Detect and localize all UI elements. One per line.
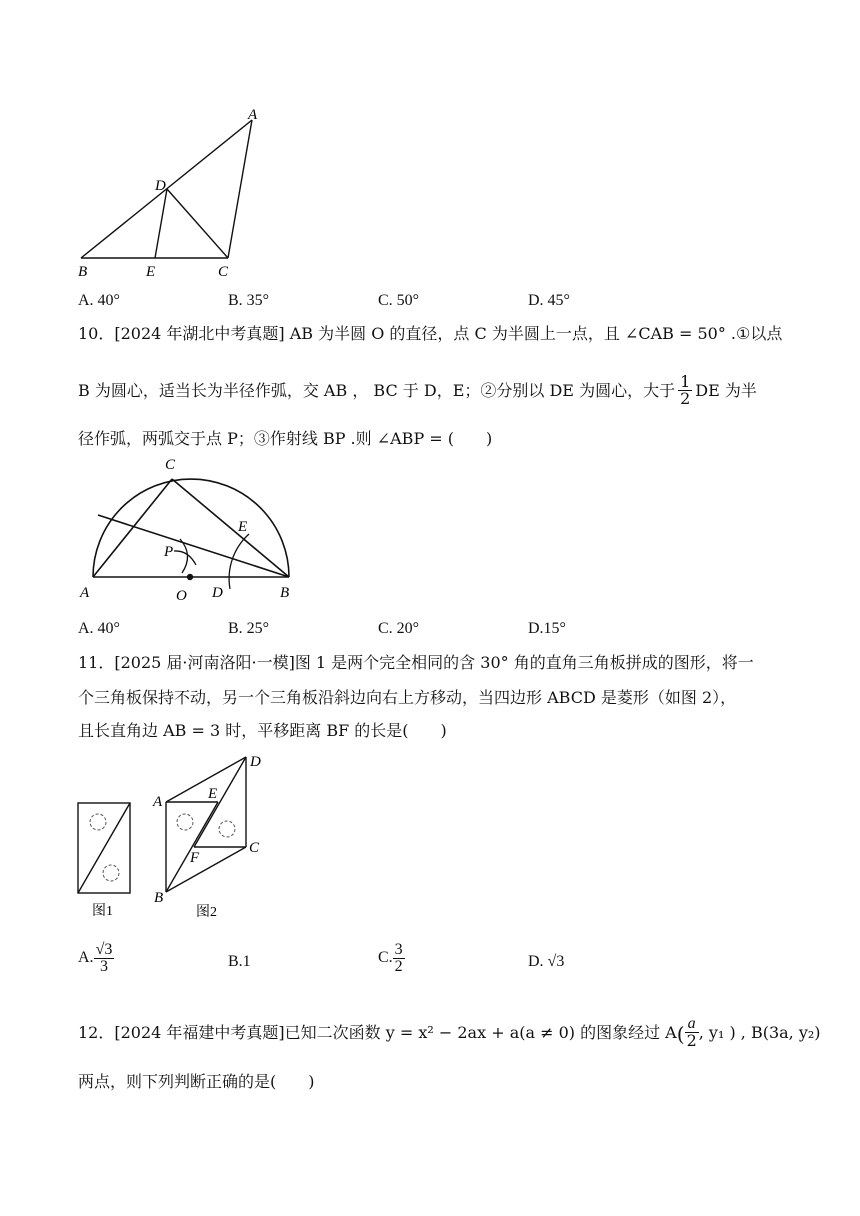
q11-figure-2 <box>148 752 268 922</box>
q10-text-line-3: 径作弧，两弧交于点 P；③作射线 BP .则 ∠ABP = ( ) <box>78 429 493 448</box>
q10-text-line-2b: DE 为半 <box>695 381 757 400</box>
q11-option-a-prefix: A. <box>78 949 94 967</box>
q9-label-c: C <box>218 264 229 280</box>
q11-option-b[interactable]: B.1 <box>228 953 251 970</box>
q12-text-line-1b: , y₁ ) , B(3a, y₂) <box>698 1023 821 1042</box>
q10-label-o: O <box>176 588 187 604</box>
q9-label-b: B <box>78 264 88 280</box>
q11-option-c-fraction: $\frac{3}{2}$ <box>394 941 403 975</box>
q11-label-d: D <box>250 754 261 770</box>
q10-text-line-2 <box>78 374 757 407</box>
q10-fraction-half: $\frac{1}{2}$ <box>680 372 691 408</box>
q11-caption-figure-2: 图2 <box>196 905 217 920</box>
q9-label-a: A <box>248 107 258 123</box>
q11-option-a-fraction: $\frac{√3}{3}$ <box>95 941 113 975</box>
q10-option-b[interactable]: B. 25° <box>228 620 270 637</box>
q9-option-d[interactable]: D. 45° <box>528 292 570 309</box>
q11-option-a[interactable] <box>78 942 114 975</box>
q10-label-p: P <box>164 544 174 560</box>
q10-label-a: A <box>80 585 90 601</box>
q12-point-a-fraction: $\frac{a}{2}$ <box>686 1015 697 1050</box>
q10-text-line-1: 10．[2024 年湖北中考真题] AB 为半圆 O 的直径，点 C 为半圆上一点，且 ∠CAB = 50° .①以点 <box>78 324 783 343</box>
q11-option-c-prefix: C. <box>378 949 393 967</box>
q11-label-a: A <box>153 794 163 810</box>
q11-option-d[interactable]: D. √3 <box>528 953 565 970</box>
q11-label-f: F <box>190 850 200 866</box>
q10-semicircle-figure <box>78 455 308 605</box>
q10-option-c[interactable]: C. 20° <box>378 620 420 637</box>
q11-label-c: C <box>249 840 260 856</box>
q9-option-a[interactable]: A. 40° <box>78 292 120 309</box>
q12-text-line-2: 两点，则下列判断正确的是( ) <box>78 1072 315 1091</box>
q10-label-d: D <box>212 585 223 601</box>
q10-option-d[interactable]: D.15° <box>528 620 566 637</box>
q11-text-line-1: 11．[2025 届·河南洛阳·一模]图 1 是两个完全相同的含 30° 角的直角三角板拼成的图形，将一 <box>78 653 754 672</box>
q10-label-e: E <box>238 519 248 535</box>
q9-option-c[interactable]: C. 50° <box>378 292 420 309</box>
q12-text-line-1a: 12．[2024 年福建中考真题]已知二次函数 y = x² − 2ax + a(a ≠ 0) 的图象经过 A <box>78 1023 677 1042</box>
q9-triangle-figure <box>70 100 270 285</box>
q11-label-e: E <box>208 786 218 802</box>
q9-option-b[interactable]: B. 35° <box>228 292 270 309</box>
q11-caption-figure-1: 图1 <box>92 904 113 919</box>
q10-label-c: C <box>165 457 176 473</box>
q9-label-d: D <box>155 178 166 194</box>
q10-label-b: B <box>280 585 290 601</box>
q12-text-line-1: 12．[2024 年福建中考真题]已知二次函数 y = x² − 2ax + a(a ≠ 0) 的图象经过 A( $\frac{a}{2}$ , y₁ ) , B(3a, y₂) <box>78 1015 821 1050</box>
q10-text-line-2a: B 为圆心，适当长为半径作弧，交 AB ， BC 于 D，E；②分别以 DE 为圆心，大于 <box>78 381 676 400</box>
q11-figure-1 <box>70 795 140 925</box>
q10-option-a[interactable]: A. 40° <box>78 620 120 637</box>
q11-text-line-2: 个三角板保持不动，另一个三角板沿斜边向右上方移动，当四边形 ABCD 是菱形（如图 2）， <box>78 688 737 707</box>
q10-center-point-o <box>187 574 193 580</box>
q11-text-line-3: 且长直角边 AB = 3 时，平移距离 BF 的长是( ) <box>78 721 447 740</box>
q11-label-b: B <box>154 890 164 906</box>
q9-label-e: E <box>146 264 156 280</box>
q11-option-c[interactable] <box>378 942 405 975</box>
